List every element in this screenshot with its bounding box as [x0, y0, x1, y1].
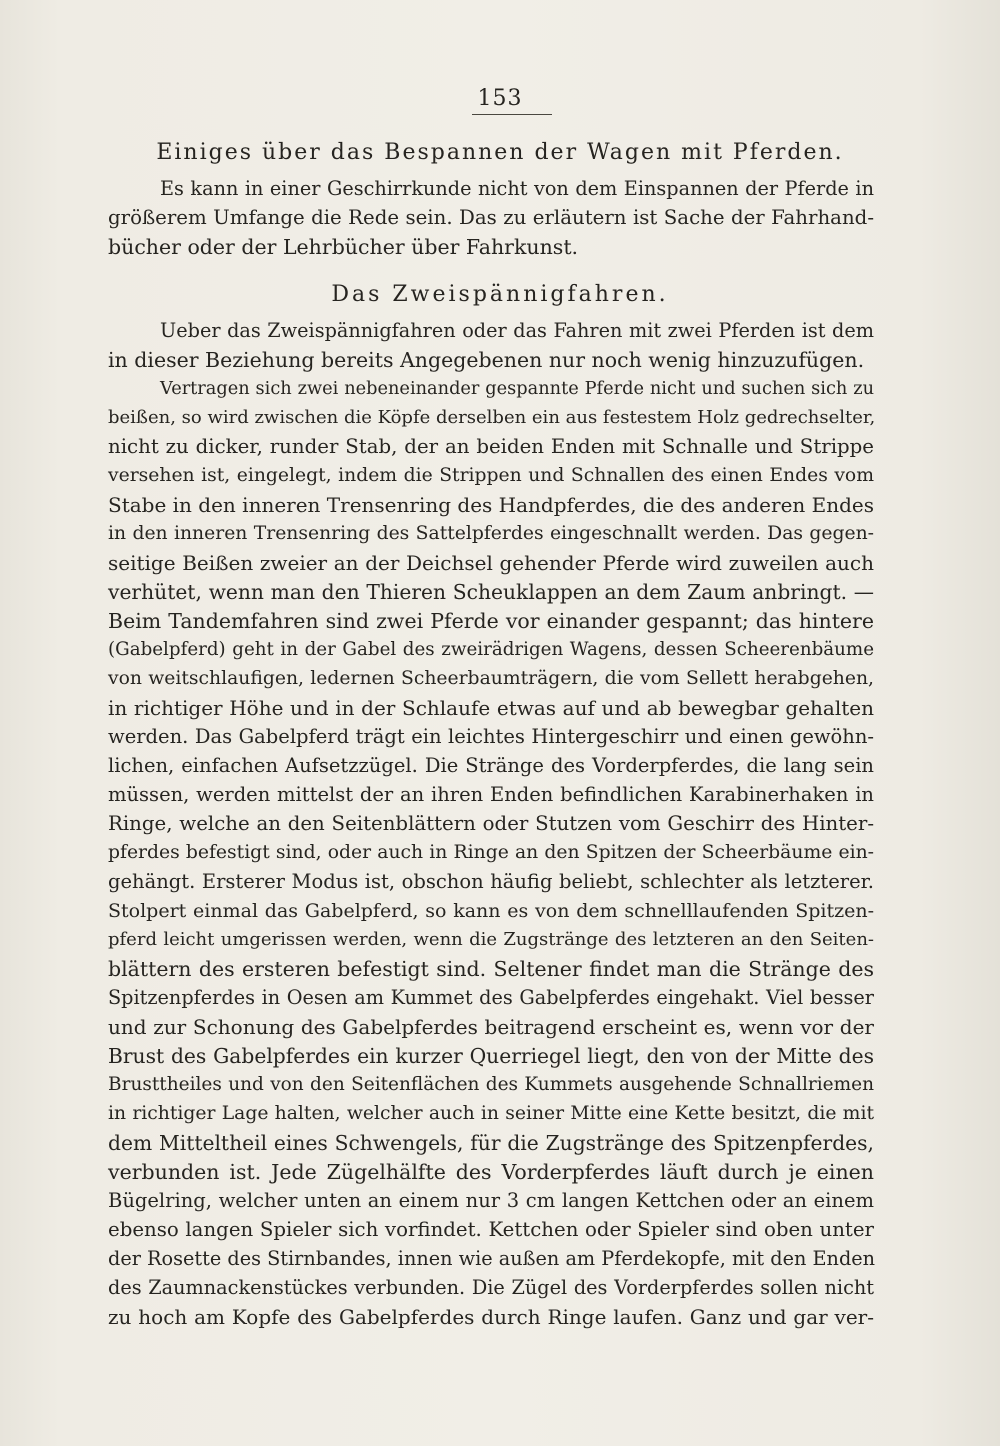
text-line: pferdes befestigt sind, oder auch in Ringe an den Spitzen der Scheerbäume ein- — [108, 842, 874, 863]
text-line: und zur Schonung des Gabelpferdes beitragend erscheint es, wenn vor der — [108, 1015, 874, 1039]
text-line: von weitschlaufigen, ledernen Scheerbaumträgern, die vom Sellett herabgehen, — [108, 668, 874, 689]
text-line: Vertragen sich zwei nebeneinander gespannte Pferde nicht und suchen sich zu — [160, 379, 874, 399]
text-line: Spitzenpferdes in Oesen am Kummet des Gabelpferdes eingehakt. Viel besser — [108, 986, 874, 1009]
text-line: seitige Beißen zweier an der Deichsel gehender Pferde wird zuweilen auch — [108, 551, 874, 575]
text-line: der Rosette des Stirnbandes, innen wie außen am Pferdekopfe, mit den Enden — [108, 1247, 876, 1270]
text-line: in den inneren Trensenring des Sattelpferdes eingeschnallt werden. Das gegen- — [108, 523, 874, 544]
text-line: beißen, so wird zwischen die Köpfe derselben ein aus festestem Holz gedrechselter, — [108, 407, 876, 428]
text-line: größerem Umfange die Rede sein. Das zu erläutern ist Sache der Fahrhand- — [108, 206, 874, 229]
text-line: in richtiger Lage halten, welcher auch in seiner Mitte eine Kette besitzt, die mit — [108, 1103, 874, 1124]
text-line: des Zaumnackenstückes verbunden. Die Zügel des Vorderpferdes sollen nicht — [108, 1276, 874, 1299]
section-heading-zweispaennigfahren: Das Zweispännigfahren. — [331, 282, 669, 307]
text-line: (Gabelpferd) geht in der Gabel des zweirädrigen Wagens, dessen Scheerenbäume — [108, 639, 874, 660]
text-line: versehen ist, eingelegt, indem die Strippen und Schnallen des einen Endes vom — [108, 465, 874, 486]
text-line: Stolpert einmal das Gabelpferd, so kann es von dem schnelllaufenden Spitzen- — [108, 900, 874, 922]
text-line: Stabe in den inneren Trensenring des Handpferdes, die des anderen Endes — [108, 493, 875, 517]
text-line: zu hoch am Kopfe des Gabelpferdes durch Ringe laufen. Ganz und gar ver- — [108, 1305, 874, 1329]
text-line: in dieser Beziehung bereits Angegebenen nur noch wenig hinzuzufügen. — [108, 348, 865, 372]
text-line: Ringe, welche an den Seitenblättern oder Stutzen vom Geschirr des Hinter- — [108, 812, 874, 835]
text-line: Bügelring, welcher unten an einem nur 3 cm langen Kettchen oder an einem — [108, 1189, 874, 1212]
text-line: dem Mitteltheil eines Schwengels, für die Zugstränge des Spitzenpferdes, — [108, 1131, 874, 1155]
text-line: Brust des Gabelpferdes ein kurzer Querriegel liegt, den von der Mitte des — [108, 1044, 874, 1068]
text-line: Beim Tandemfahren sind zwei Pferde vor einander gespannt; das hintere — [108, 609, 874, 633]
text-line: pferd leicht umgerissen werden, wenn die Zugstränge des letzteren an den Seiten- — [108, 929, 874, 950]
text-line: in richtiger Höhe und in der Schlaufe etwas auf und ab bewegbar gehalten — [108, 696, 874, 720]
page-number-rule — [472, 114, 552, 115]
text-line: Ueber das Zweispännigfahren oder das Fahren mit zwei Pferden ist dem — [160, 319, 874, 342]
text-line: nicht zu dicker, runder Stab, der an beiden Enden mit Schnalle und Strippe — [108, 435, 874, 458]
text-line: werden. Das Gabelpferd trägt ein leichtes Hintergeschirr und einen gewöhn- — [108, 725, 874, 748]
text-line: verbunden ist. Jede Zügelhälfte des Vorderpferdes läuft durch je einen — [108, 1160, 874, 1184]
text-line: ebenso langen Spieler sich vorfindet. Kettchen oder Spieler sind oben unter — [108, 1218, 874, 1241]
text-line: lichen, einfachen Aufsetzzügel. Die Stränge des Vorderpferdes, die lang sein — [108, 754, 874, 777]
text-line: blättern des ersteren befestigt sind. Seltener findet man die Stränge des — [108, 957, 874, 981]
text-line: Es kann in einer Geschirrkunde nicht von dem Einspannen der Pferde in — [160, 177, 874, 200]
text-line: gehängt. Ersterer Modus ist, obschon häufig beliebt, schlechter als letzterer. — [108, 870, 874, 893]
text-line: bücher oder der Lehrbücher über Fahrkunst. — [108, 235, 579, 259]
text-line: müssen, werden mittelst der an ihren Enden befindlichen Karabinerhaken in — [108, 783, 874, 806]
page-number: 153 — [477, 86, 523, 111]
text-line: verhütet, wenn man den Thieren Scheuklappen an dem Zaum anbringt. — — [108, 580, 874, 604]
text-line: Brusttheiles und von den Seitenflächen des Kummets ausgehende Schnallriemen — [108, 1074, 874, 1095]
section-heading-bespannen: Einiges über das Bespannen der Wagen mit Pferden. — [156, 140, 844, 165]
